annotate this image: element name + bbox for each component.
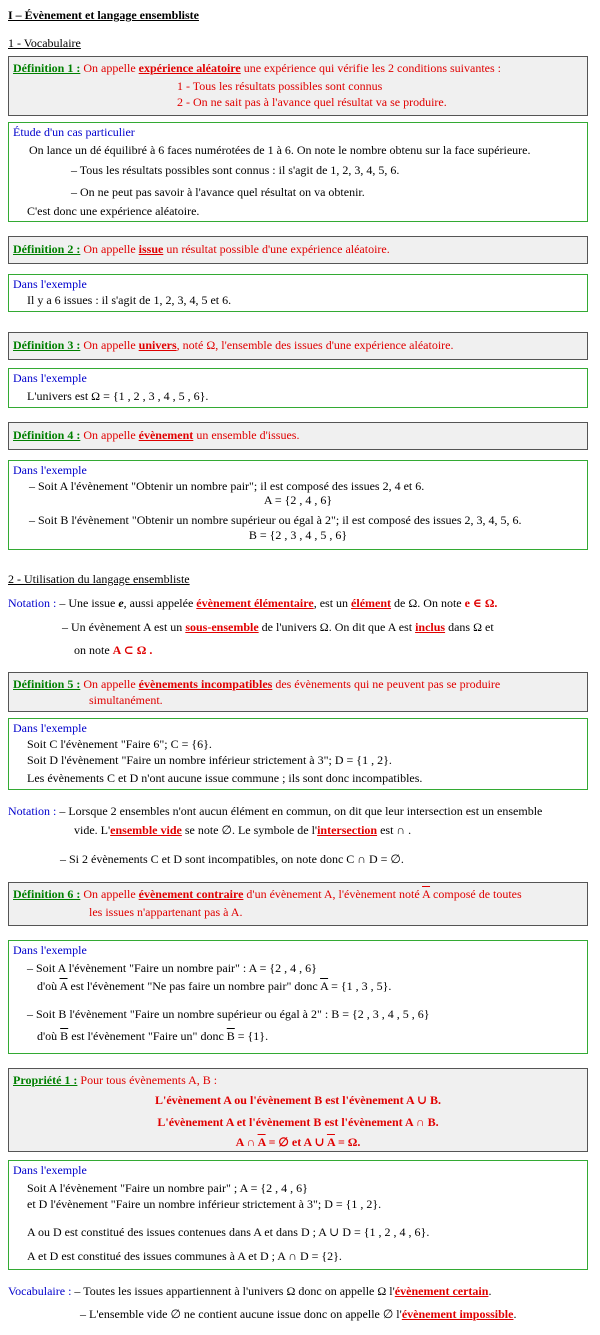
example-7: Dans l'exemple Soit A l'évènement "Faire un nombre pair" ; A = {2 , 4 , 6} et D l'évènement "Faire un nombre inférieur strictement à 3"; D = {1 , 2}. A ou D est constitué des issues contenues dans A et dans D ; A ∪ D = {1 , 2 , 4 , 6}. A et D est constitué des issues communes à A et D ; A ∩ D = {2}.	[8, 1160, 588, 1270]
term-inclus: inclus	[415, 620, 446, 634]
example-2: Dans l'exemple Il y a 6 issues : il s'agit de 1, 2, 3, 4, 5 et 6.	[8, 274, 588, 312]
definition-3: Définition 3 : On appelle univers, noté Ω, l'ensemble des issues d'une expérience aléatoire.	[8, 332, 588, 360]
example-6: Dans l'exemple – Soit A l'évènement "Faire un nombre pair" : A = {2 , 4 , 6} d'où $\overline{A}$ est l'évènement "Ne pas faire un nombre pair" donc $\overline{A} = \{1$ , 3 , 5}. – Soit B l'évènement "Faire un nombre supérieur ou égal à 2" : B = {2 , 3 , 4 , 5 , 6} d'où $\overline{B}$ est l'évènement "Faire un" donc $\overline{B} = \{1\}$.	[8, 940, 588, 1054]
term-experience-aleatoire: expérience aléatoire	[138, 61, 241, 75]
notation-2: Notation : – Lorsque 2 ensembles n'ont aucun élément en commun, on dit que leur intersection est un ensemble	[8, 804, 543, 818]
vocabulaire: Vocabulaire : – Toutes les issues appartiennent à l'univers Ω donc on appelle Ω l'évènement certain.	[8, 1284, 492, 1298]
term-evenement-elementaire: évènement élémentaire	[196, 596, 314, 610]
definition-6: Définition 6 : On appelle évènement contraire d'un évènement A, l'évènement noté $\overline{A}$ composé de toutes les issues n'appartenant pas à A.	[8, 882, 588, 926]
term-issue: issue	[138, 242, 164, 256]
definition-4: Définition 4 : On appelle évènement un ensemble d'issues.	[8, 422, 588, 450]
definition-1-label: Définition 1 :	[13, 61, 81, 75]
notation-1: Notation : – Une issue e, aussi appelée évènement élémentaire, est un élément de Ω. On note e ∈ Ω.	[8, 596, 498, 610]
section-vocabulaire: 1 - Vocabulaire	[8, 36, 81, 50]
term-evenement-contraire: évènement contraire	[138, 887, 244, 901]
term-univers: univers	[138, 338, 177, 352]
example-case: Étude d'un cas particulier On lance un dé équilibré à 6 faces numérotées de 1 à 6. On note le nombre obtenu sur la face supérieure. – Tous les résultats possibles sont connus : il s'agit de 1, 2, 3, 4, 5, 6. – On ne peut pas savoir à l'avance quel résultat on va obtenir. C'est donc une expérience aléatoire.	[8, 122, 588, 222]
definition-1: Définition 1 : On appelle expérience aléatoire une expérience qui vérifie les 2 conditions suivantes : 1 - Tous les résultats possibles sont connus 2 - On ne sait pas à l'avance quel résultat va se produire.	[8, 56, 588, 116]
definition-2: Définition 2 : On appelle issue un résultat possible d'une expérience aléatoire.	[8, 236, 588, 264]
term-evenement-impossible: évènement impossible	[401, 1307, 514, 1321]
example-4: Dans l'exemple – Soit A l'évènement "Obtenir un nombre pair"; il est composé des issues 2, 4 et 6. A = {2 , 4 , 6} – Soit B l'évènement "Obtenir un nombre supérieur ou égal à 2"; il est composé des issues 2, 3, 4, 5, 6. B = {2 , 3 , 4 , 5 , 6}	[8, 460, 588, 550]
definition-5: Définition 5 : On appelle évènements incompatibles des évènements qui ne peuvent pas se produire simultanément.	[8, 672, 588, 712]
term-evenement: évènement	[138, 428, 194, 442]
term-sous-ensemble: sous-ensemble	[185, 620, 259, 634]
term-intersection: intersection	[317, 823, 378, 837]
section-langage-ensembliste: 2 - Utilisation du langage ensembliste	[8, 572, 190, 586]
example-5: Dans l'exemple Soit C l'évènement "Faire 6"; C = {6}. Soit D l'évènement "Faire un nombre inférieur strictement à 3"; D = {1 , 2}. Les évènements C et D n'ont aucune issue commune ; ils sont donc incompatibles.	[8, 718, 588, 790]
page-title: I – Évènement et langage ensembliste	[8, 8, 199, 22]
example-3: Dans l'exemple L'univers est Ω = {1 , 2 , 3 , 4 , 5 , 6}.	[8, 368, 588, 408]
propriete-1: Propriété 1 : Pour tous évènements A, B : L'évènement A ou l'évènement B est l'évènement A ∪ B. L'évènement A et l'évènement B est l'évènement A ∩ B. A ∩ $\overline{A}$ = ∅ et A ∪ $\overline{A} = \Omega$.	[8, 1068, 588, 1152]
term-evenement-certain: évènement certain	[394, 1284, 489, 1298]
term-evenements-incompatibles: évènements incompatibles	[138, 677, 273, 691]
term-ensemble-vide: ensemble vide	[110, 823, 182, 837]
term-element: élément	[351, 596, 392, 610]
